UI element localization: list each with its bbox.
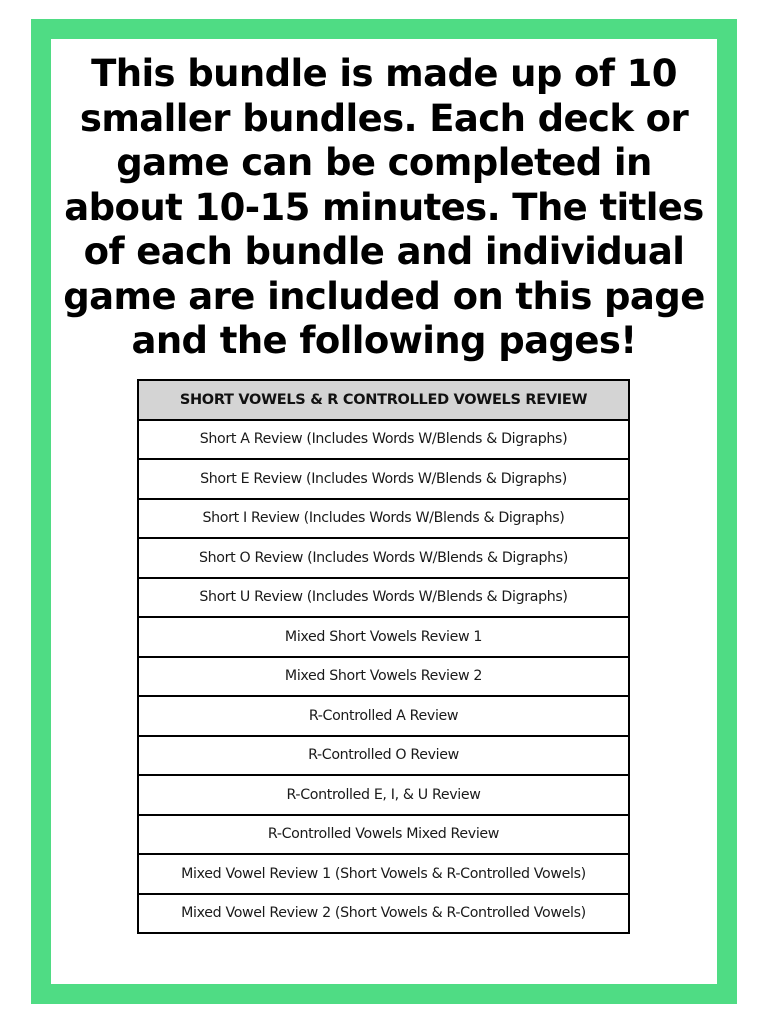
bundle-titles-table bbox=[137, 379, 630, 934]
table-cell: R-Controlled O Review bbox=[138, 736, 629, 776]
table-cell: R-Controlled A Review bbox=[138, 696, 629, 736]
table-row bbox=[138, 894, 629, 934]
table-row bbox=[138, 420, 629, 460]
table-row bbox=[138, 459, 629, 499]
table-row bbox=[138, 775, 629, 815]
table-row bbox=[138, 538, 629, 578]
table-row bbox=[138, 696, 629, 736]
table-cell: R-Controlled Vowels Mixed Review bbox=[138, 815, 629, 855]
table-cell: Short E Review (Includes Words W/Blends & Digraphs) bbox=[138, 459, 629, 499]
table-header-cell: SHORT VOWELS & R CONTROLLED VOWELS REVIEW bbox=[138, 380, 629, 420]
table-row bbox=[138, 657, 629, 697]
table-cell: Mixed Vowel Review 2 (Short Vowels & R-Controlled Vowels) bbox=[138, 894, 629, 934]
table-cell: Short O Review (Includes Words W/Blends & Digraphs) bbox=[138, 538, 629, 578]
table-cell: Mixed Short Vowels Review 2 bbox=[138, 657, 629, 697]
intro-paragraph: This bundle is made up of 10 smaller bundles. Each deck or game can be completed in about 10-15 minutes. The titles of each bundle and individual game are included on this page and the following pages! bbox=[63, 52, 705, 362]
table-cell: Mixed Vowel Review 1 (Short Vowels & R-Controlled Vowels) bbox=[138, 854, 629, 894]
table-row bbox=[138, 815, 629, 855]
table-cell: Mixed Short Vowels Review 1 bbox=[138, 617, 629, 657]
table-header-row bbox=[138, 380, 629, 420]
table-cell: Short I Review (Includes Words W/Blends & Digraphs) bbox=[138, 499, 629, 539]
table-row bbox=[138, 617, 629, 657]
table-cell: R-Controlled E, I, & U Review bbox=[138, 775, 629, 815]
table-row bbox=[138, 854, 629, 894]
table-row bbox=[138, 578, 629, 618]
table-cell: Short A Review (Includes Words W/Blends & Digraphs) bbox=[138, 420, 629, 460]
table-row bbox=[138, 499, 629, 539]
table-row bbox=[138, 736, 629, 776]
table-cell: Short U Review (Includes Words W/Blends & Digraphs) bbox=[138, 578, 629, 618]
